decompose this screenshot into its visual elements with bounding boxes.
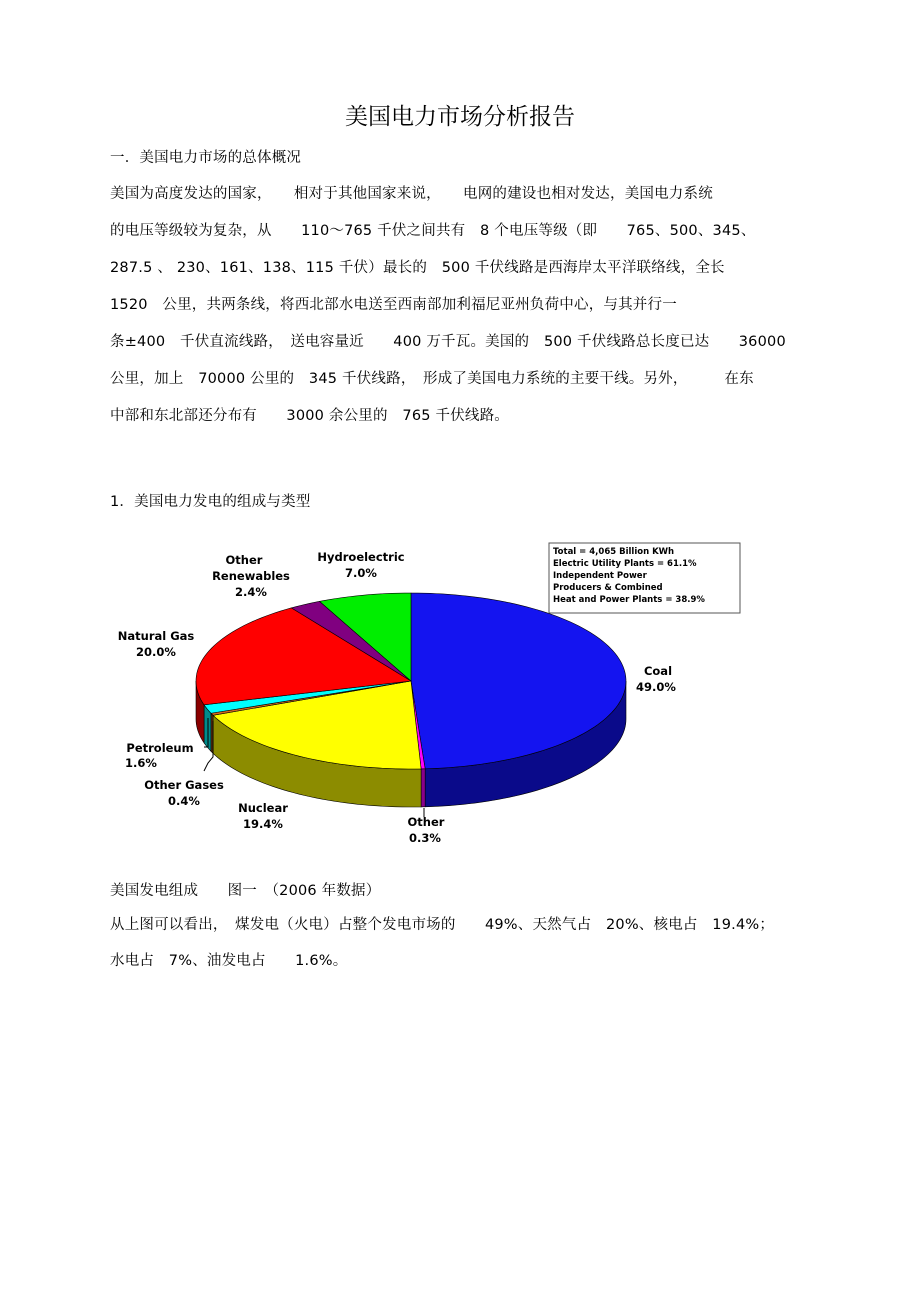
document-title: 美国电力市场分析报告 [345,104,575,130]
label-natural-gas-pct: 20.0% [136,645,176,659]
label-other-gases-pct: 0.4% [168,794,200,808]
paragraph-line: 水电占 7%、油发电占 1.6%。 [110,953,348,969]
subsection-heading: 1．美国电力发电的组成与类型 [110,494,311,510]
info-line: Total = 4,065 Billion KWh [553,547,675,557]
label-nuclear-pct: 19.4% [243,817,283,831]
paragraph-line: 中部和东北部还分布有 3000 余公里的 765 千伏线路。 [110,408,509,424]
label-other-pct: 0.3% [409,831,441,845]
label-coal-pct: 49.0% [636,680,676,694]
section-heading: 一．美国电力市场的总体概况 [110,150,302,166]
label-petroleum-name: Petroleum [126,741,194,755]
info-line: Producers & Combined [553,583,663,593]
label-nuclear-name: Nuclear [238,801,288,815]
label-other-renewables-pct: 2.4% [235,585,267,599]
label-coal-name: Coal [643,664,673,678]
info-line: Independent Power [553,571,647,581]
label-other-gases-name: Other Gases [144,778,224,792]
label-other-renewables-line1: Other [225,553,263,567]
chart-info-box [549,543,740,613]
paragraph-line: 287.5 、 230、161、138、115 千伏）最长的 500 千伏线路是西海岸太平洋联络线，全长 [110,260,725,276]
paragraph-line: 1520 公里，共两条线，将西北部水电送至西南部加利福尼亚州负荷中心，与其并行一 [110,297,677,313]
label-other-renewables-line2: Renewables [212,569,290,583]
paragraph-line: 从上图可以看出， 煤发电（火电）占整个发电市场的 49%、天然气占 20%、核电占 19.4%； [110,917,775,933]
pie-side-other [421,769,425,807]
info-line: Electric Utility Plants = 61.1% [553,559,697,569]
paragraph-line: 条±400 千伏直流线路， 送电容量近 400 万千瓦。美国的 500 千伏线路总长度已达 36000 [110,334,786,350]
paragraph-line: 的电压等级较为复杂，从 110～765 千伏之间共有 8 个电压等级（即 765、500、345、 [110,223,756,239]
pie-chart [100,535,705,855]
label-hydroelectric-pct: 7.0% [345,566,377,580]
label-other-name: Other [407,815,445,829]
label-hydroelectric-name: Hydroelectric [317,550,405,564]
figure-caption: 美国发电组成 图一 （2006 年数据） [110,883,381,899]
info-line: Heat and Power Plants = 38.9% [553,595,705,605]
label-natural-gas-name: Natural Gas [117,629,195,643]
pie-tops [196,593,626,769]
paragraph-line: 美国为高度发达的国家， 相对于其他国家来说， 电网的建设也相对发达，美国电力系统 [110,186,713,202]
paragraph-line: 公里，加上 70000 公里的 345 千伏线路， 形成了美国电力系统的主要干线。另外， 在东 [110,371,754,387]
label-petroleum-pct: 1.6% [125,756,157,770]
